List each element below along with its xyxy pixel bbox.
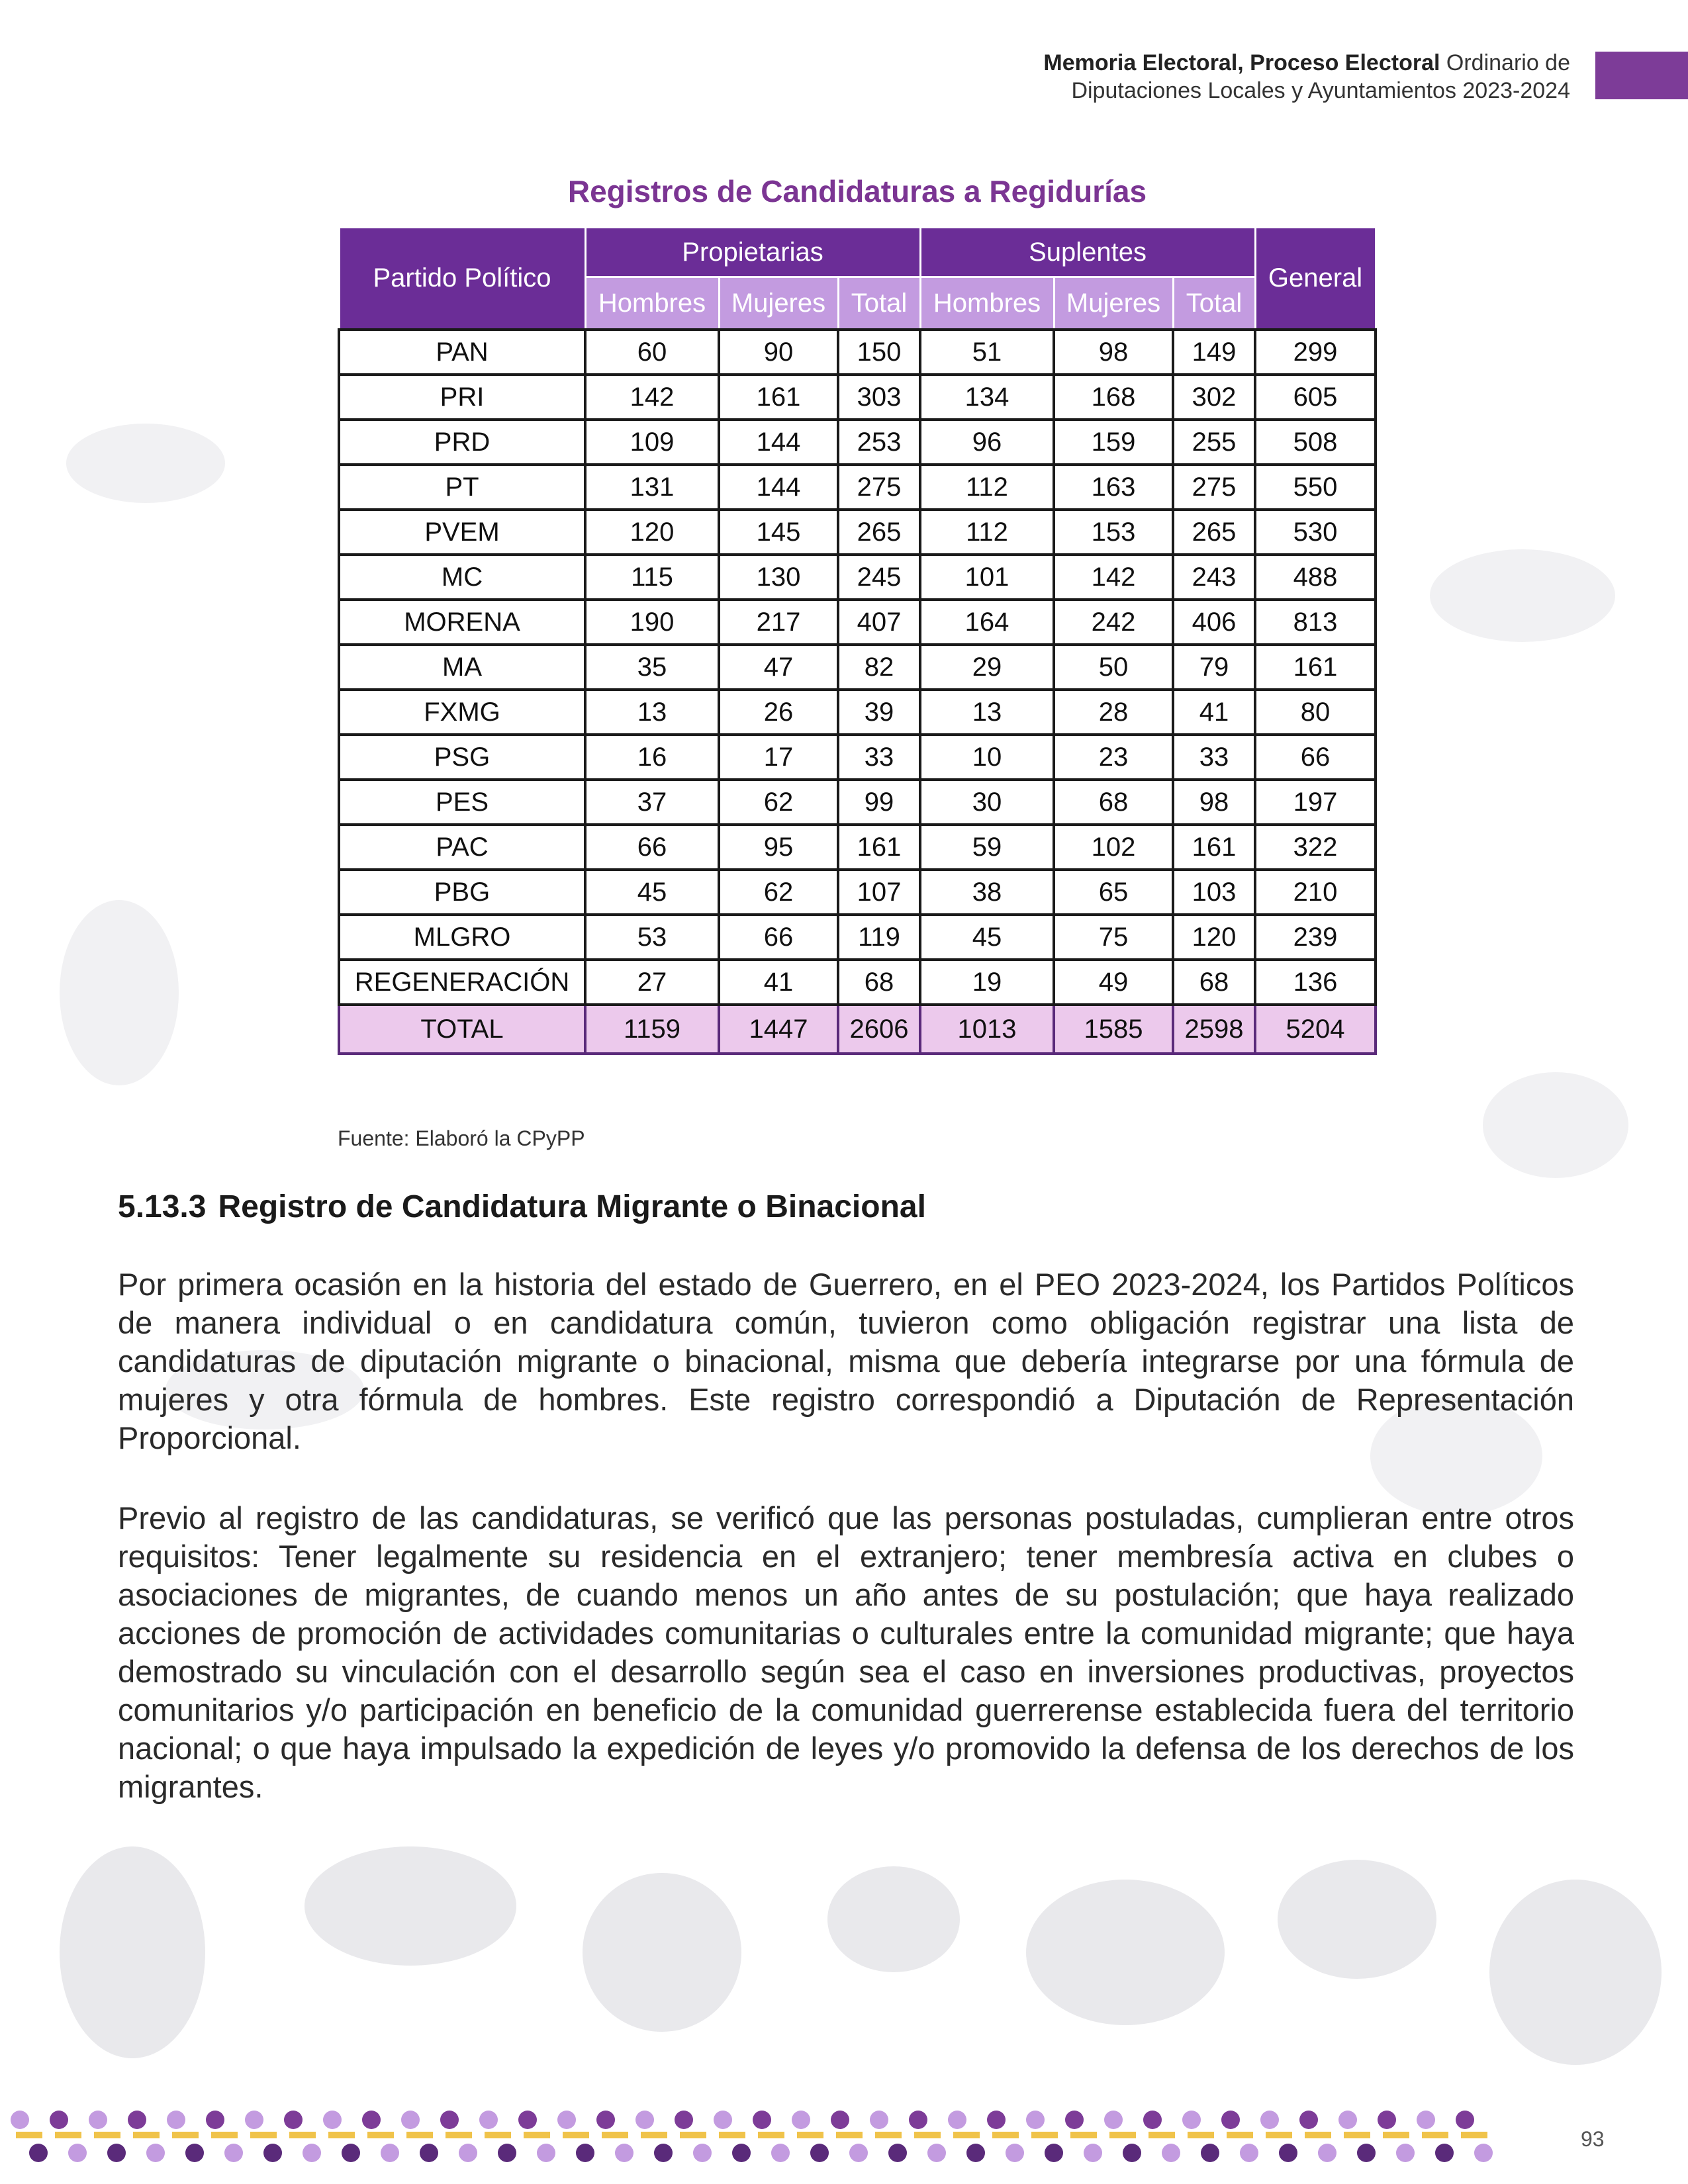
cell-general: 550 bbox=[1255, 465, 1376, 510]
cell-supl-hombres: 101 bbox=[920, 555, 1054, 600]
cell-prop-total: 107 bbox=[838, 870, 920, 915]
table-row bbox=[339, 870, 1376, 915]
cell-prop-mujeres: 17 bbox=[719, 735, 838, 780]
cell-supl-hombres: 112 bbox=[920, 510, 1054, 555]
table-row bbox=[339, 735, 1376, 780]
cell-prop-mujeres: 145 bbox=[719, 510, 838, 555]
cell-supl-total: 161 bbox=[1173, 825, 1255, 870]
cell-supl-total: 120 bbox=[1173, 915, 1255, 960]
cell-prop-total: 275 bbox=[838, 465, 920, 510]
table-row bbox=[339, 780, 1376, 825]
cell-prop-total: 245 bbox=[838, 555, 920, 600]
total-cell-supl-mujeres: 1585 bbox=[1054, 1005, 1173, 1054]
cell-supl-mujeres: 68 bbox=[1054, 780, 1173, 825]
cell-party: PES bbox=[339, 780, 585, 825]
subheader-prop-hombres: Hombres bbox=[585, 277, 719, 330]
cell-party: PSG bbox=[339, 735, 585, 780]
cell-supl-hombres: 45 bbox=[920, 915, 1054, 960]
candidaturas-regidurias-table bbox=[338, 226, 1377, 1055]
cell-supl-mujeres: 98 bbox=[1054, 330, 1173, 375]
table-row bbox=[339, 915, 1376, 960]
cell-prop-mujeres: 41 bbox=[719, 960, 838, 1005]
total-cell-general: 5204 bbox=[1255, 1005, 1376, 1054]
cell-supl-hombres: 19 bbox=[920, 960, 1054, 1005]
cell-general: 488 bbox=[1255, 555, 1376, 600]
cell-prop-total: 99 bbox=[838, 780, 920, 825]
cell-prop-hombres: 60 bbox=[585, 330, 719, 375]
cell-prop-mujeres: 62 bbox=[719, 870, 838, 915]
cell-supl-hombres: 96 bbox=[920, 420, 1054, 465]
cell-supl-mujeres: 50 bbox=[1054, 645, 1173, 690]
table-source-note: Fuente: Elaboró la CPyPP bbox=[338, 1126, 585, 1150]
cell-supl-hombres: 30 bbox=[920, 780, 1054, 825]
cell-prop-hombres: 109 bbox=[585, 420, 719, 465]
cell-supl-total: 79 bbox=[1173, 645, 1255, 690]
cell-supl-hombres: 51 bbox=[920, 330, 1054, 375]
paragraph-2: Previo al registro de las candidaturas, se verificó que las personas postuladas, cumplieran entre otros requisitos: Tener legalmente su residencia en el extranjero; tener membresía activa en clubes o asociaciones de migrantes, de cuando menos un año antes de su postulación; que haya realizado acciones de promoción de actividades comunitarias o culturales entre la comunidad migrante; que haya demostrado su vinculación con el desarrollo según sea el caso en inversiones productivas, proyectos comunitarios y/o participación en beneficio de la comunidad guerrerense establecida fuera del territorio nacional; o que haya impulsado la expedición de leyes y/o promovido la defensa de los derechos de los migrantes. bbox=[118, 1500, 1574, 1804]
cell-prop-mujeres: 47 bbox=[719, 645, 838, 690]
cell-supl-total: 302 bbox=[1173, 375, 1255, 420]
cell-general: 80 bbox=[1255, 690, 1376, 735]
cell-prop-mujeres: 62 bbox=[719, 780, 838, 825]
cell-general: 161 bbox=[1255, 645, 1376, 690]
cell-supl-total: 243 bbox=[1173, 555, 1255, 600]
header-general: General bbox=[1255, 228, 1376, 330]
cell-prop-hombres: 115 bbox=[585, 555, 719, 600]
cell-supl-mujeres: 153 bbox=[1054, 510, 1173, 555]
subheader-prop-total: Total bbox=[838, 277, 920, 330]
table-row bbox=[339, 690, 1376, 735]
footer-embroidery-band bbox=[0, 2101, 1503, 2174]
cell-prop-hombres: 45 bbox=[585, 870, 719, 915]
cell-prop-total: 68 bbox=[838, 960, 920, 1005]
cell-prop-hombres: 66 bbox=[585, 825, 719, 870]
cell-supl-hombres: 164 bbox=[920, 600, 1054, 645]
cell-supl-hombres: 59 bbox=[920, 825, 1054, 870]
cell-party: PRD bbox=[339, 420, 585, 465]
cell-prop-mujeres: 26 bbox=[719, 690, 838, 735]
cell-prop-hombres: 13 bbox=[585, 690, 719, 735]
table-row bbox=[339, 465, 1376, 510]
cell-general: 66 bbox=[1255, 735, 1376, 780]
cell-supl-hombres: 112 bbox=[920, 465, 1054, 510]
total-cell-party: TOTAL bbox=[339, 1005, 585, 1054]
table-row bbox=[339, 375, 1376, 420]
cell-prop-hombres: 190 bbox=[585, 600, 719, 645]
table-body bbox=[339, 330, 1376, 1054]
header-title-rest: Ordinario de bbox=[1446, 50, 1570, 75]
cell-supl-mujeres: 75 bbox=[1054, 915, 1173, 960]
table-row bbox=[339, 330, 1376, 375]
cell-prop-hombres: 120 bbox=[585, 510, 719, 555]
cell-prop-hombres: 27 bbox=[585, 960, 719, 1005]
cell-prop-mujeres: 130 bbox=[719, 555, 838, 600]
cell-general: 197 bbox=[1255, 780, 1376, 825]
cell-prop-hombres: 131 bbox=[585, 465, 719, 510]
cell-supl-total: 33 bbox=[1173, 735, 1255, 780]
cell-prop-mujeres: 66 bbox=[719, 915, 838, 960]
cell-prop-total: 407 bbox=[838, 600, 920, 645]
cell-general: 210 bbox=[1255, 870, 1376, 915]
table-title: Registros de Candidaturas a Regidurías bbox=[567, 174, 1147, 208]
cell-party: PRI bbox=[339, 375, 585, 420]
cell-party: MC bbox=[339, 555, 585, 600]
cell-prop-total: 161 bbox=[838, 825, 920, 870]
cell-prop-mujeres: 144 bbox=[719, 420, 838, 465]
total-cell-supl-hombres: 1013 bbox=[920, 1005, 1054, 1054]
cell-party: FXMG bbox=[339, 690, 585, 735]
cell-supl-hombres: 134 bbox=[920, 375, 1054, 420]
cell-prop-hombres: 35 bbox=[585, 645, 719, 690]
cell-prop-mujeres: 161 bbox=[719, 375, 838, 420]
cell-party: PAN bbox=[339, 330, 585, 375]
table-row bbox=[339, 960, 1376, 1005]
cell-supl-mujeres: 168 bbox=[1054, 375, 1173, 420]
cell-party: REGENERACIÓN bbox=[339, 960, 585, 1005]
table-row bbox=[339, 825, 1376, 870]
table-row bbox=[339, 645, 1376, 690]
cell-party: PAC bbox=[339, 825, 585, 870]
cell-general: 239 bbox=[1255, 915, 1376, 960]
cell-party: PT bbox=[339, 465, 585, 510]
cell-prop-hombres: 16 bbox=[585, 735, 719, 780]
header-title-bold: Memoria Electoral, Proceso Electoral bbox=[1043, 50, 1440, 75]
total-cell-prop-mujeres: 1447 bbox=[719, 1005, 838, 1054]
cell-supl-total: 406 bbox=[1173, 600, 1255, 645]
cell-supl-hombres: 10 bbox=[920, 735, 1054, 780]
cell-prop-hombres: 142 bbox=[585, 375, 719, 420]
cell-general: 605 bbox=[1255, 375, 1376, 420]
cell-general: 813 bbox=[1255, 600, 1376, 645]
table-row bbox=[339, 555, 1376, 600]
cell-prop-total: 303 bbox=[838, 375, 920, 420]
header-propietarias: Propietarias bbox=[585, 228, 920, 277]
header-suplentes: Suplentes bbox=[920, 228, 1255, 277]
header-partido-politico: Partido Político bbox=[339, 228, 585, 330]
cell-general: 136 bbox=[1255, 960, 1376, 1005]
total-cell-prop-hombres: 1159 bbox=[585, 1005, 719, 1054]
table-row bbox=[339, 510, 1376, 555]
table-total-row bbox=[339, 1005, 1376, 1054]
cell-prop-hombres: 53 bbox=[585, 915, 719, 960]
cell-prop-mujeres: 90 bbox=[719, 330, 838, 375]
cell-prop-mujeres: 95 bbox=[719, 825, 838, 870]
cell-supl-mujeres: 23 bbox=[1054, 735, 1173, 780]
section-title: Registro de Candidatura Migrante o Binacional bbox=[218, 1189, 926, 1224]
cell-supl-total: 98 bbox=[1173, 780, 1255, 825]
cell-supl-hombres: 29 bbox=[920, 645, 1054, 690]
cell-party: MA bbox=[339, 645, 585, 690]
cell-supl-hombres: 13 bbox=[920, 690, 1054, 735]
cell-party: PVEM bbox=[339, 510, 585, 555]
cell-supl-total: 41 bbox=[1173, 690, 1255, 735]
cell-prop-total: 150 bbox=[838, 330, 920, 375]
cell-supl-hombres: 38 bbox=[920, 870, 1054, 915]
cell-general: 299 bbox=[1255, 330, 1376, 375]
cell-general: 322 bbox=[1255, 825, 1376, 870]
cell-party: PBG bbox=[339, 870, 585, 915]
cell-party: MORENA bbox=[339, 600, 585, 645]
cell-supl-total: 149 bbox=[1173, 330, 1255, 375]
cell-prop-total: 39 bbox=[838, 690, 920, 735]
cell-prop-hombres: 37 bbox=[585, 780, 719, 825]
cell-supl-mujeres: 142 bbox=[1054, 555, 1173, 600]
header-subtitle: Diputaciones Locales y Ayuntamientos 2023-2024 bbox=[1071, 78, 1570, 103]
total-cell-prop-total: 2606 bbox=[838, 1005, 920, 1054]
cell-prop-total: 265 bbox=[838, 510, 920, 555]
header-color-tab bbox=[1595, 52, 1688, 99]
cell-supl-mujeres: 65 bbox=[1054, 870, 1173, 915]
cell-supl-total: 103 bbox=[1173, 870, 1255, 915]
cell-supl-mujeres: 163 bbox=[1054, 465, 1173, 510]
running-header bbox=[1043, 49, 1570, 105]
table-row bbox=[339, 600, 1376, 645]
subheader-supl-total: Total bbox=[1173, 277, 1255, 330]
subheader-supl-mujeres: Mujeres bbox=[1054, 277, 1173, 330]
cell-general: 530 bbox=[1255, 510, 1376, 555]
cell-prop-total: 253 bbox=[838, 420, 920, 465]
cell-general: 508 bbox=[1255, 420, 1376, 465]
section-heading bbox=[118, 1189, 926, 1225]
cell-supl-mujeres: 102 bbox=[1054, 825, 1173, 870]
cell-prop-mujeres: 217 bbox=[719, 600, 838, 645]
page-number: 93 bbox=[1581, 2127, 1605, 2151]
cell-supl-total: 255 bbox=[1173, 420, 1255, 465]
cell-supl-mujeres: 28 bbox=[1054, 690, 1173, 735]
cell-supl-total: 275 bbox=[1173, 465, 1255, 510]
paragraph-1: Por primera ocasión en la historia del estado de Guerrero, en el PEO 2023-2024, los Partidos Políticos de manera individual o en candidatura común, tuvieron como obligación registrar una lista de candidaturas de diputación migrante o binacional, misma que debería integrarse por una fórmula de mujeres y otra fórmula de hombres. Este registro correspondió a Diputación de Representación Proporcional. bbox=[118, 1267, 1574, 1455]
cell-prop-total: 119 bbox=[838, 915, 920, 960]
table-row bbox=[339, 420, 1376, 465]
total-cell-supl-total: 2598 bbox=[1173, 1005, 1255, 1054]
cell-supl-mujeres: 49 bbox=[1054, 960, 1173, 1005]
cell-prop-total: 82 bbox=[838, 645, 920, 690]
cell-party: MLGRO bbox=[339, 915, 585, 960]
subheader-supl-hombres: Hombres bbox=[920, 277, 1054, 330]
cell-supl-mujeres: 159 bbox=[1054, 420, 1173, 465]
cell-supl-mujeres: 242 bbox=[1054, 600, 1173, 645]
cell-prop-total: 33 bbox=[838, 735, 920, 780]
cell-supl-total: 265 bbox=[1173, 510, 1255, 555]
section-number: 5.13.3 bbox=[118, 1189, 207, 1224]
cell-supl-total: 68 bbox=[1173, 960, 1255, 1005]
subheader-prop-mujeres: Mujeres bbox=[719, 277, 838, 330]
cell-prop-mujeres: 144 bbox=[719, 465, 838, 510]
